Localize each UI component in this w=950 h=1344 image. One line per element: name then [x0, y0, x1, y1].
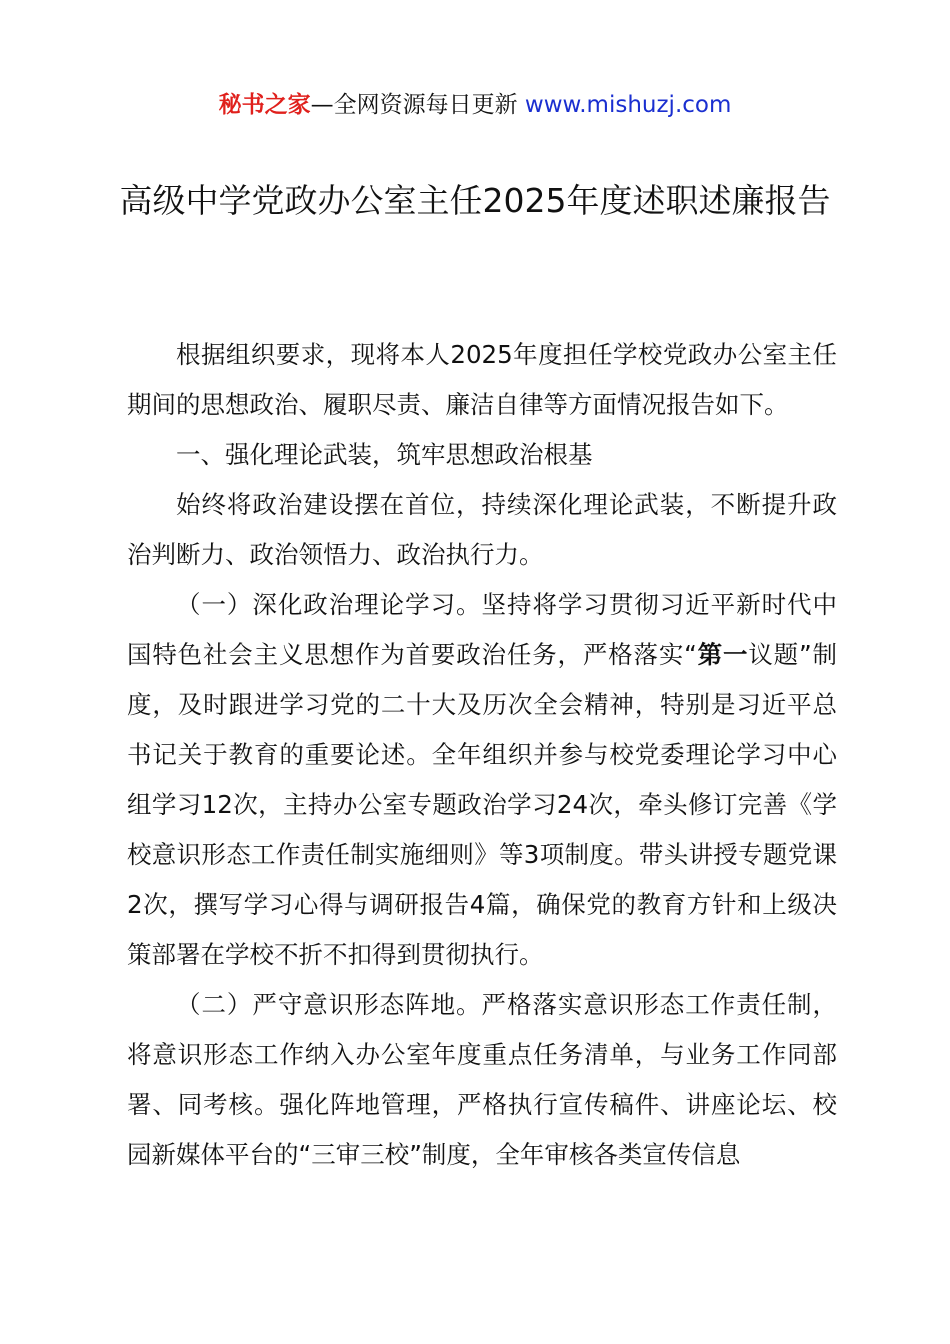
section-1-summary: 始终将政治建设摆在首位，持续深化理论武装，不断提升政治判断力、政治领悟力、政治执行力。: [127, 490, 837, 569]
subsection-1-text-b: 议题”制度，及时跟进学习党的二十大及历次全会精神，特别是习近平总书记关于教育的重要论述。全年组织并参与校党委理论学习中心组学习12次，主持办公室专题政治学习24次，牵头修订完善《学校意识形态工作责任制实施细则》等3项制度。带头讲授专题党课2次，撰写学习心得与调研报告4篇，确保党的教育方针和上级决策部署在学校不折不扣得到贯彻执行。: [127, 640, 837, 969]
subsection-2-paragraph: （二）严守意识形态阵地。严格落实意识形态工作责任制，将意识形态工作纳入办公室年度重点任务清单，与业务工作同部署、同考核。强化阵地管理，严格执行宣传稿件、讲座论坛、校园新媒体平台的“三审三校”制度，全年审核各类宣传信息: [127, 990, 837, 1169]
subsection-1-bold-text: 第一: [696, 640, 749, 669]
document-title: 高级中学党政办公室主任2025年度述职述廉报告: [119, 181, 831, 220]
site-tagline: —全网资源每日更新: [310, 92, 518, 118]
subsection-1-paragraph: [127, 580, 837, 980]
site-header: [0, 88, 950, 122]
site-brand: 秘书之家: [218, 92, 311, 118]
document-body: [127, 330, 837, 1180]
site-url-link[interactable]: www.mishuzj.com: [524, 92, 732, 118]
subsection-1-text-a: （一）深化政治理论学习。坚持将学习贯彻习近平新时代中国特色社会主义思想作为首要政治任务，严格落实“: [127, 590, 837, 669]
section-heading-1: 一、强化理论武装，筑牢思想政治根基: [176, 440, 593, 469]
intro-paragraph: 根据组织要求，现将本人2025年度担任学校党政办公室主任期间的思想政治、履职尽责、廉洁自律等方面情况报告如下。: [127, 340, 837, 419]
